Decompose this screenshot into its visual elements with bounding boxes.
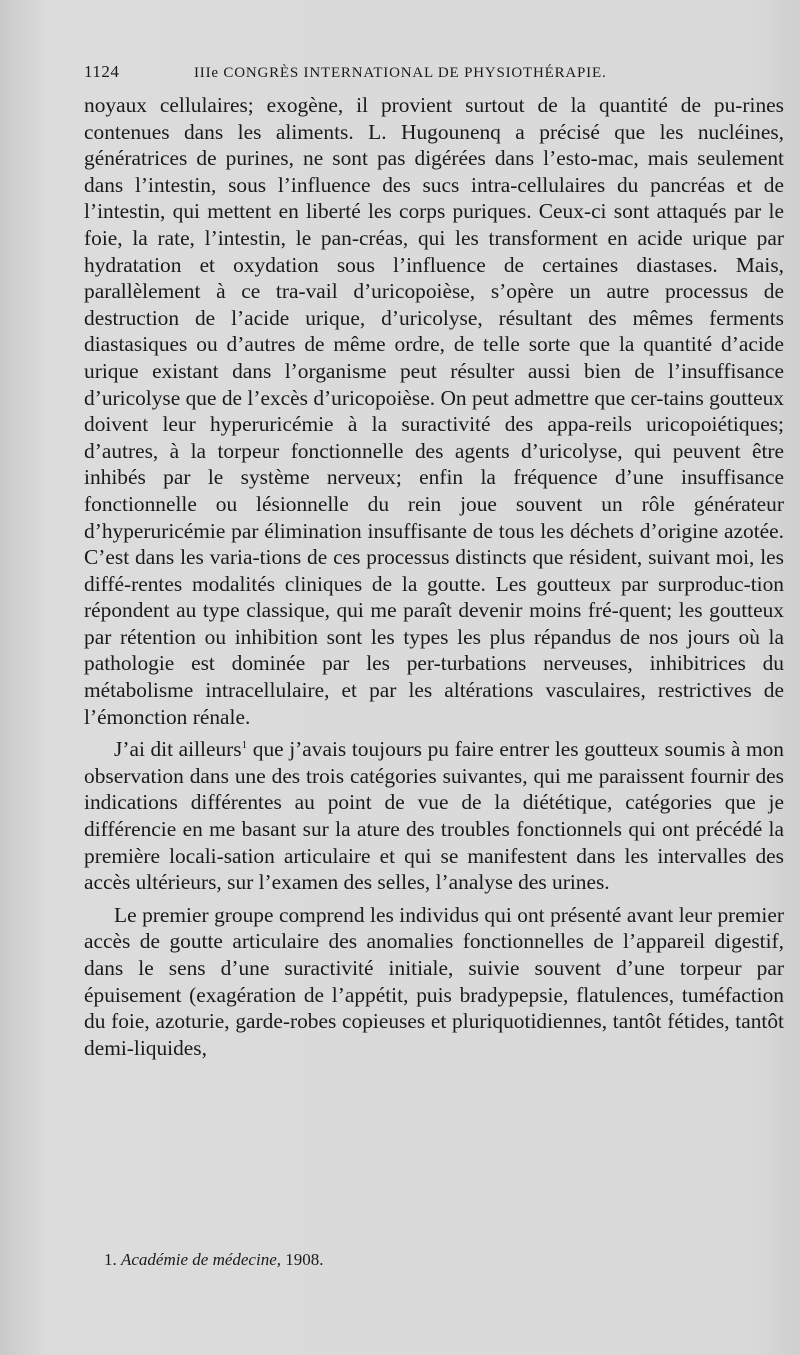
footnote-source: Académie de médecine,: [121, 1250, 281, 1269]
running-header: [84, 62, 784, 92]
footnote-number: 1.: [104, 1250, 117, 1269]
document-page: [84, 62, 784, 1061]
paragraph-3: Le premier groupe comprend les individus qui ont présenté avant leur premier accès de goutte articulaire des anomalies fonctionnelles de l’appareil digestif, dans le sens d’une suractivité initiale, suivie souvent d’une torpeur par épuisement (exagération de l’appétit, puis bradypepsie, flatulences, tuméfaction du foie, azoturie, garde-robes copieuses et pluriquotidiennes, tantôt fétides, tantôt demi-liquides,: [84, 902, 784, 1060]
paragraph-2-start: J’ai dit ailleurs: [114, 737, 242, 762]
paragraph-1: noyaux cellulaires; exogène, il provient surtout de la quantité de pu-rines contenues dans les aliments. L. Hugounenq a précisé que les nucléines, génératrices de purines, ne sont pas digérées dans l’esto-mac, mais seulement dans l’intestin, sous l’influence des sucs intra-cellulaires du pancréas et de l’intestin, qui mettent en liberté les corps puriques. Ceux-ci sont attaqués par le foie, la rate, l’intestin, le pan-créas, qui les transforment en acide urique par hydratation et oxydation sous l’influence de certaines diastases. Mais, parallèlement à ce tra-vail d’uricopoièse, s’opère un autre processus de destruction de l’acide urique, d’uricolyse, résultant des mêmes ferments diastasiques ou d’autres de même ordre, de telle sorte que la quantité d’acide urique existant dans l’organisme peut résulter aussi bien de l’insuffisance d’uricolyse que de l’excès d’uricopoièse. On peut admettre que cer-tains goutteux doivent leur hyperuricémie à la suractivité des appa-reils uricopoiétiques; d’autres, à la torpeur fonctionnelle des agents d’uricolyse, qui peuvent être inhibés par le système nerveux; enfin la fréquence d’une insuffisance fonctionnelle ou lésionnelle du rein joue souvent un rôle générateur d’hyperuricémie par élimination insuffisante de tous les déchets d’origine azotée. C’est dans les varia-tions de ces processus distincts que résident, suivant moi, les diffé-rentes modalités cliniques de la goutte. Les goutteux par surproduc-tion répondent au type classique, qui me paraît devenir moins fré-quent; les goutteux par rétention ou inhibition sont les types les plus répandus de nos jours où la pathologie est dominée par les per-turbations nerveuses, inhibitrices du métabolisme intracellulaire, et par les altérations vasculaires, restrictives de l’émonction rénale.: [84, 93, 784, 729]
paragraph-2: [84, 736, 784, 896]
body-text: [84, 92, 784, 1061]
footnote-year: 1908.: [285, 1250, 324, 1269]
footnote: [104, 1250, 324, 1270]
paragraph-2-rest: que j’avais toujours pu faire entrer les goutteux soumis à mon observation dans une des trois catégories suivantes, qui me paraissent fournir des indications différentes au point de vue de la diététique, catégories que je différencie en me basant sur la ature des troubles fonctionnels qui ont précédé la première locali-sation articulaire et qui se manifestent dans les intervalles des accès ultérieurs, sur l’examen des selles, l’analyse des urines.: [84, 737, 785, 895]
page-number: 1124: [84, 62, 120, 81]
running-title: IIIe CONGRÈS INTERNATIONAL DE PHYSIOTHÉRAPIE.: [194, 65, 607, 81]
footnote-reference[interactable]: 1: [241, 739, 248, 752]
